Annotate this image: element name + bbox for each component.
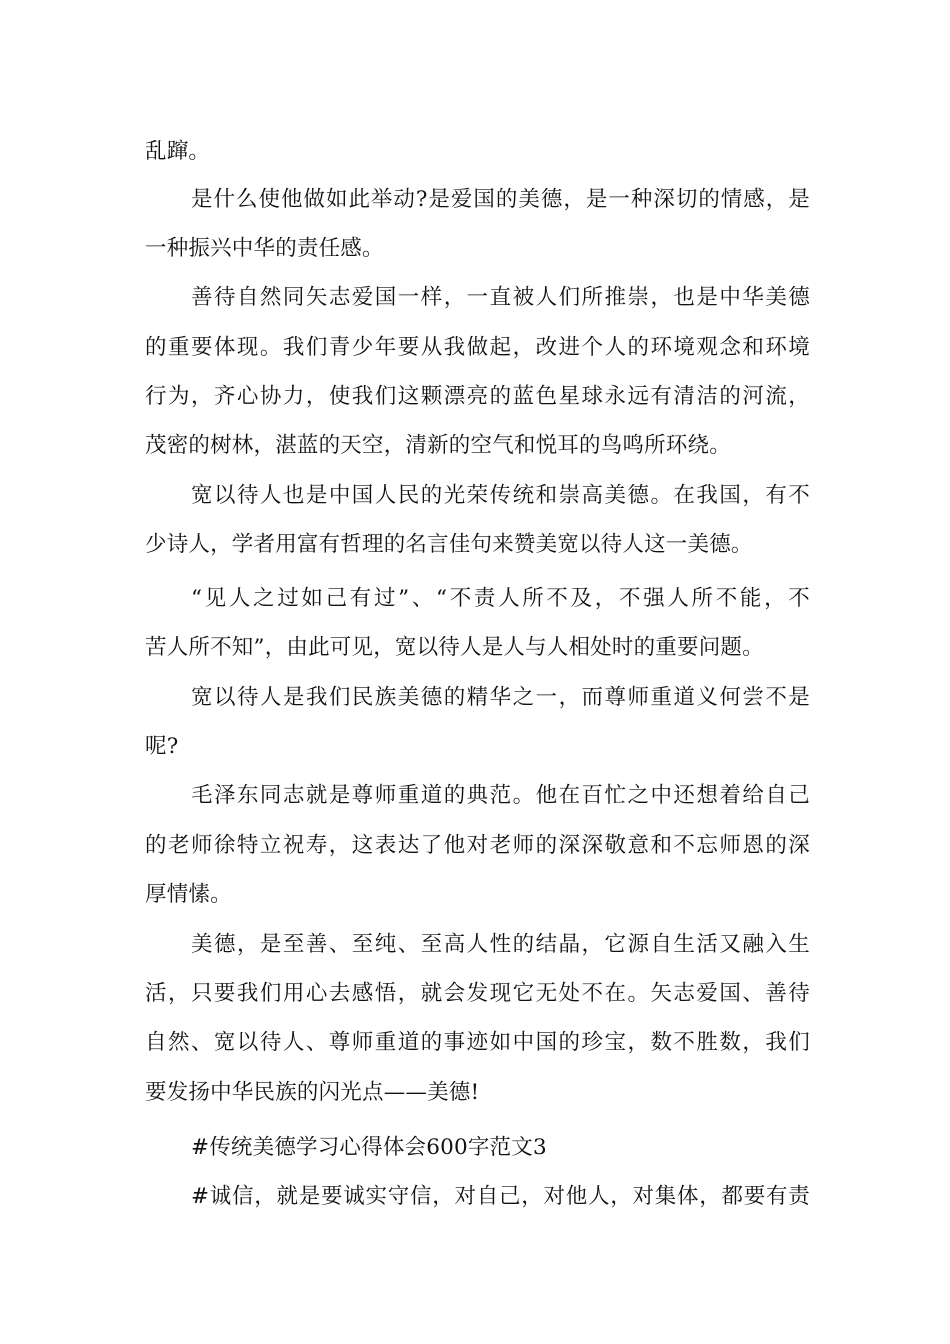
text-line: 的老师徐特立祝寿，这表达了他对老师的深深敬意和不忘师恩的深 [145,833,810,858]
text-line: 美德，是至善、至纯、至高人性的结晶，它源自生活又融入生 [191,932,810,957]
text-line: 的重要体现。我们青少年要从我做起，改进个人的环境观念和环境 [145,335,810,360]
text-line: 自然、宽以待人、尊师重道的事迹如中国的珍宝，数不胜数，我们 [145,1030,810,1055]
text-line: 善待自然同矢志爱国一样，一直被人们所推崇，也是中华美德 [191,285,810,310]
text-line: 宽以待人也是中国人民的光荣传统和崇高美德。在我国，有不 [191,483,810,508]
text-line: 毛泽东同志就是尊师重道的典范。他在百忙之中还想着给自己 [191,783,810,808]
text-line: 活，只要我们用心去感悟，就会发现它无处不在。矢志爱国、善待 [145,981,810,1006]
text-line: 一种振兴中华的责任感。 [145,236,384,261]
text-line: 苦人所不知”，由此可见，宽以待人是人与人相处时的重要问题。 [145,635,764,660]
text-line: 要发扬中华民族的闪光点——美德! [145,1080,480,1105]
section-heading: #传统美德学习心得体会600字范文3 [191,1135,547,1160]
text-line: 是什么使他做如此举动?是爱国的美德，是一种深切的情感，是 [191,187,810,212]
text-line: 茂密的树林，湛蓝的天空，清新的空气和悦耳的鸟鸣所环绕。 [145,433,731,458]
text-line: #诚信，就是要诚实守信，对自己，对他人，对集体，都要有责 [191,1184,810,1209]
text-line: 呢? [145,734,179,759]
text-line: “见人之过如己有过”、“不责人所不及，不强人所不能，不 [191,586,810,611]
text-line: 宽以待人是我们民族美德的精华之一，而尊师重道义何尝不是 [191,685,810,710]
text-line: 行为，齐心协力，使我们这颗漂亮的蓝色星球永远有清洁的河流， [145,384,810,409]
text-line: 厚情愫。 [145,882,232,907]
text-line: 少诗人，学者用富有哲理的名言佳句来赞美宽以待人这一美德。 [145,532,753,557]
text-line: 乱蹿。 [145,139,211,164]
